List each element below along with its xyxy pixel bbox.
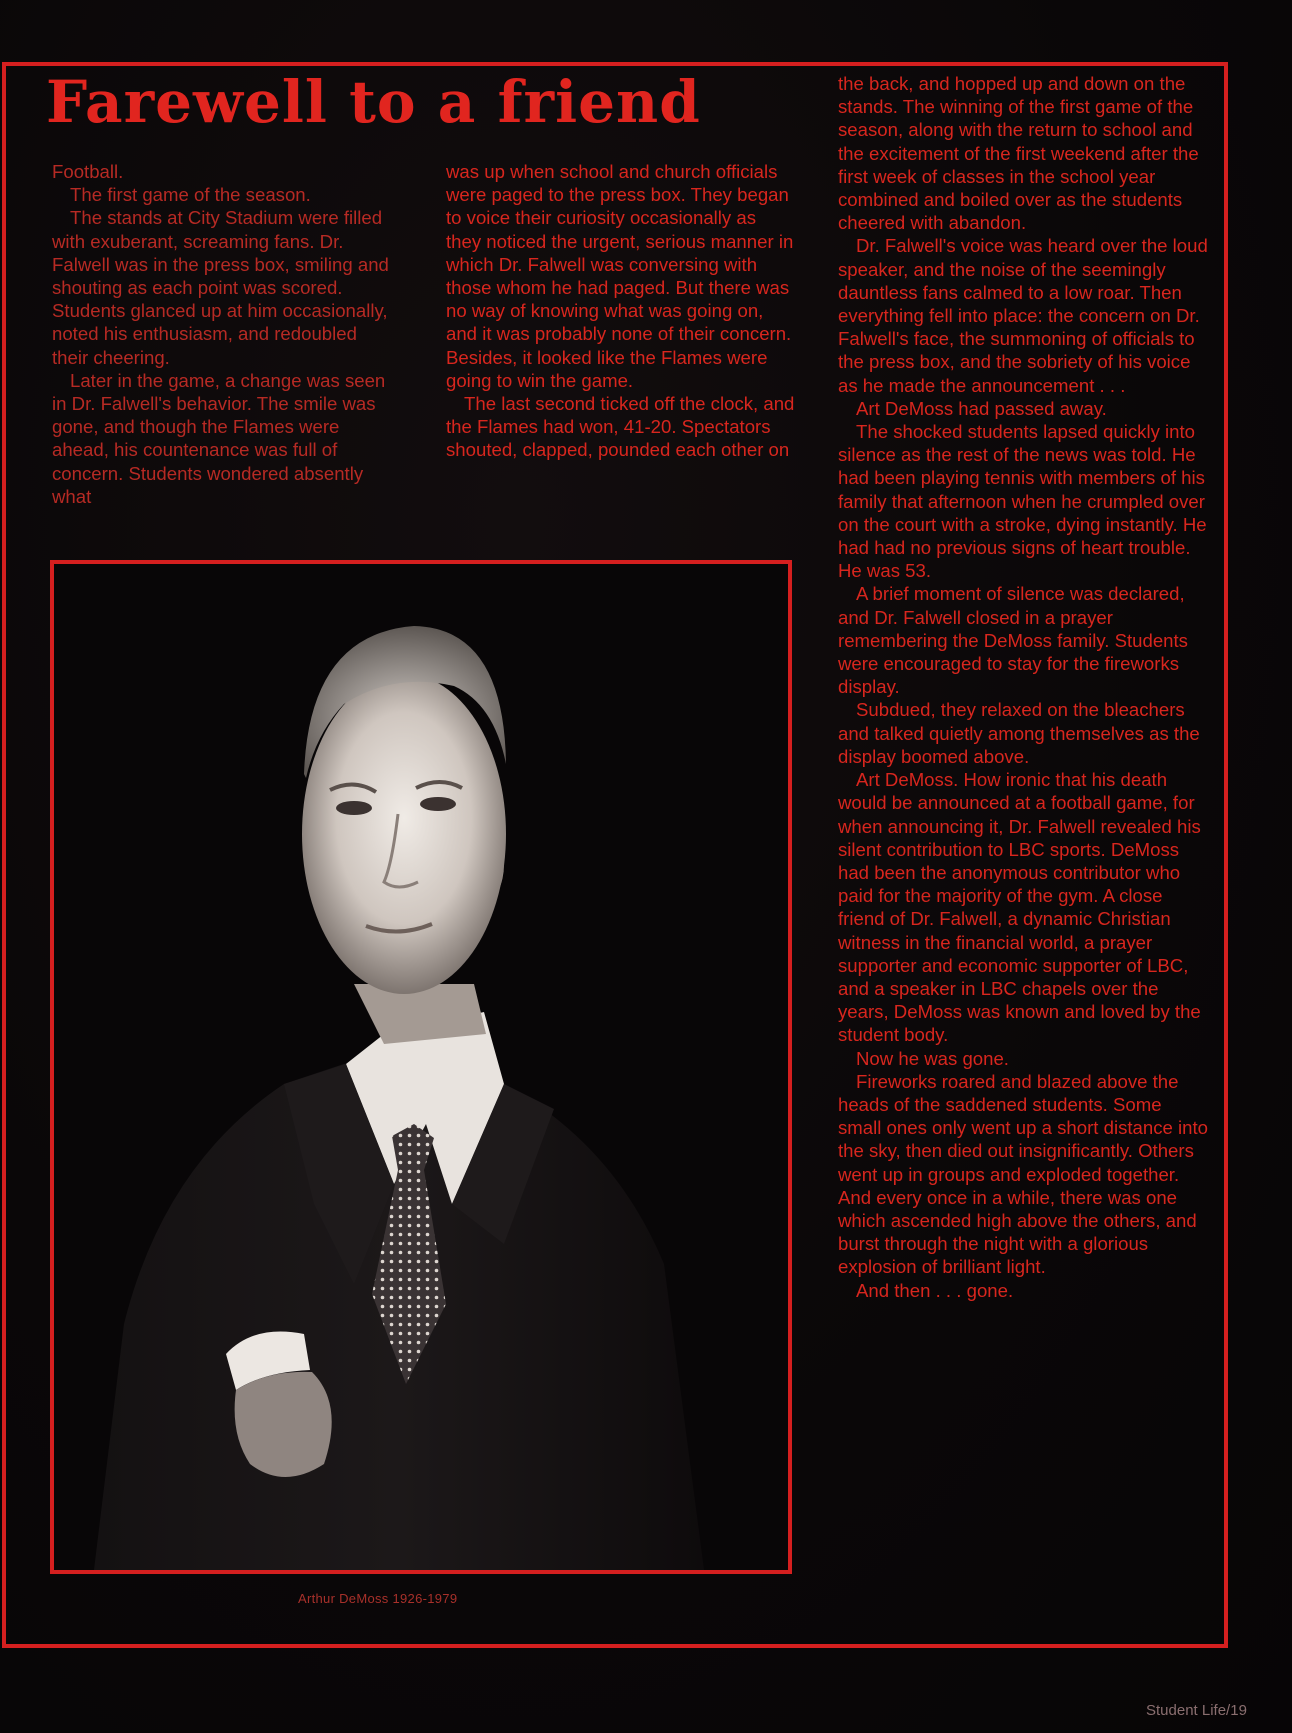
paragraph: was up when school and church officials were paged to the press box. They began to voice their curiosity occasionally as they noticed the urgent, serious manner in which Dr. Falwell was conversing with those whom he had paged. But there was no way of knowing what was going on, and it was probably none of their concern. Besides, it looked like the Flames were going to win the game. <box>446 161 794 391</box>
page-title: Farewell to a friend <box>46 68 701 136</box>
paragraph: Fireworks roared and blazed above the heads of the saddened students. Some small ones only went up a short distance into the sky, then died out insignificantly. Others went up in groups and exploded together. And every once in a while, there was one which ascended high above the others, and burst through the night with a glorious explosion of brilliant light. <box>838 1070 1209 1278</box>
page-folio: Student Life/19 <box>1146 1702 1247 1719</box>
paragraph: Football. <box>52 161 124 182</box>
paragraph: the back, and hopped up and down on the stands. The winning of the first game of the season, along with the return to school and the excitement of the first weekend after the first week of classes in the school year combined and boiled over as the students cheered with abandon. <box>838 73 1199 234</box>
paragraph: Later in the game, a change was seen in Dr. Falwell's behavior. The smile was gone, and though the Flames were ahead, his countenance was full of concern. Students wondered absently what <box>52 369 386 507</box>
article-column-1 <box>52 160 392 508</box>
portrait-illustration <box>54 564 788 1570</box>
portrait-photo <box>50 560 792 1574</box>
paragraph: The last second ticked off the clock, and the Flames had won, 41-20. Spectators shouted, clapped, pounded each other on <box>446 393 795 461</box>
paragraph: Art DeMoss had passed away. <box>856 397 1107 419</box>
paragraph: The first game of the season. <box>70 184 311 206</box>
photo-caption: Arthur DeMoss 1926-1979 <box>298 1591 458 1606</box>
article-column-3 <box>838 72 1210 1302</box>
paragraph: A brief moment of silence was declared, and Dr. Falwell closed in a prayer remembering the DeMoss family. Students were encouraged to stay for the fireworks display. <box>838 583 1188 698</box>
article-column-2 <box>446 160 796 462</box>
paragraph: The stands at City Stadium were filled with exuberant, screaming fans. Dr. Falwell was in the press box, smiling and shouting as each point was scored. Students glanced up at him occasionally, noted his enthusiasm, and redoubled their cheering. <box>52 207 389 368</box>
paragraph: The shocked students lapsed quickly into silence as the rest of the news was told. He had been playing tennis with members of his family that afternoon when he crumpled over on the court with a stroke, dying instantly. He had had no previous signs of heart trouble. He was 53. <box>838 421 1207 582</box>
paragraph: Art DeMoss. How ironic that his death would be announced at a football game, for when announcing it, Dr. Falwell revealed his silent contribution to LBC sports. DeMoss had been the anonymous contributor who paid for the majority of the gym. A close friend of Dr. Falwell, a dynamic Christian witness in the financial world, a prayer supporter and economic supporter of LBC, and a speaker in LBC chapels over the years, DeMoss was known and loved by the student body. <box>838 769 1201 1046</box>
paragraph: And then . . . gone. <box>856 1279 1014 1301</box>
paragraph: Dr. Falwell's voice was heard over the loud speaker, and the noise of the seemingly dauntless fans calmed to a low roar. Then everything fell into place: the concern on Dr. Falwell's face, the summoning of officials to the press box, and the sobriety of his voice as he made the announcement . . . <box>838 235 1208 396</box>
paragraph: Now he was gone. <box>856 1047 1009 1069</box>
paragraph: Subdued, they relaxed on the bleachers and talked quietly among themselves as the display boomed above. <box>838 699 1200 767</box>
